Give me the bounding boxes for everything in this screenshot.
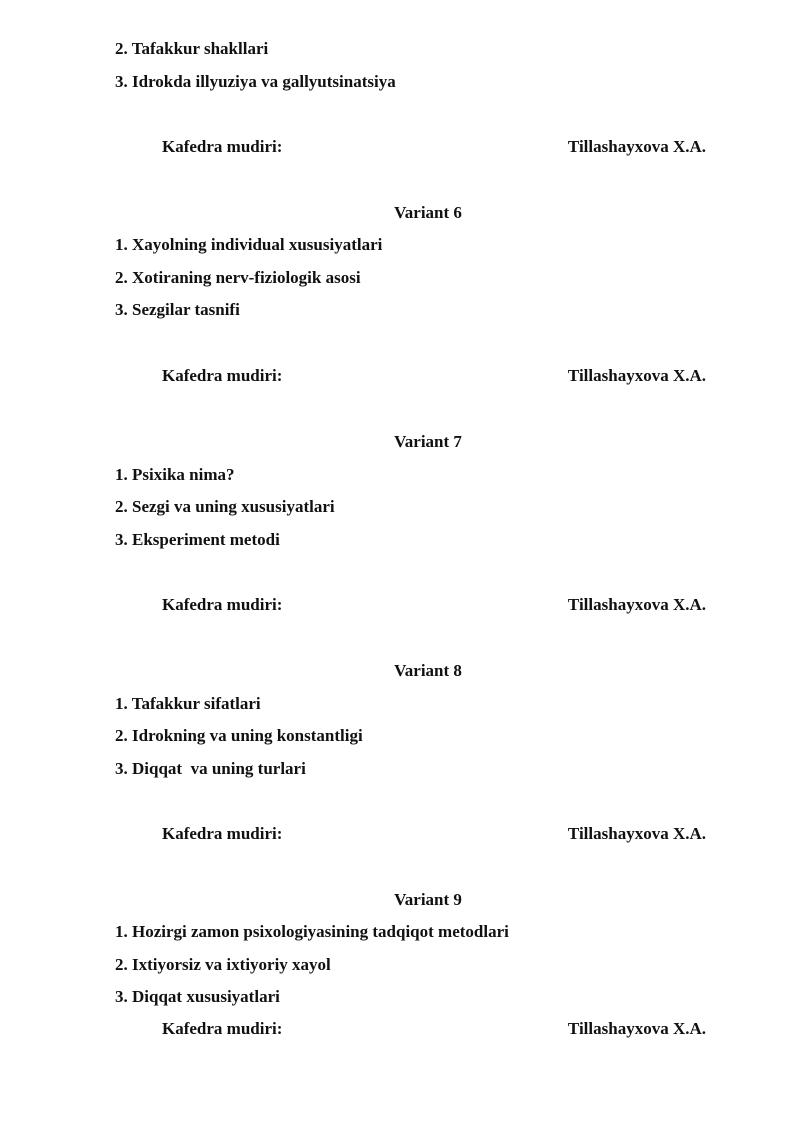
question-item: 3. Sezgilar tasnifi	[115, 300, 240, 319]
signature-label: Kafedra mudiri:	[162, 1019, 283, 1038]
signature-label: Kafedra mudiri:	[162, 366, 283, 385]
signature-name: Tillashayxova X.A.	[567, 1019, 706, 1038]
question-item: 3. Idrokda illyuziya va gallyutsinatsiya	[115, 72, 396, 91]
question-item: 2. Xotiraning nerv-fiziologik asosi	[115, 268, 361, 287]
variant-title: Variant 7	[394, 432, 462, 451]
signature-name: Tillashayxova X.A.	[567, 366, 706, 385]
variant-title: Variant 9	[394, 890, 462, 909]
question-item: 2. Sezgi va uning xususiyatlari	[115, 497, 335, 516]
question-item: 3. Eksperiment metodi	[115, 530, 280, 549]
question-item: 2. Ixtiyorsiz va ixtiyoriy xayol	[115, 955, 331, 974]
variant-title: Variant 6	[394, 203, 462, 222]
signature-name: Tillashayxova X.A.	[567, 595, 706, 614]
question-item: 1. Xayolning individual xususiyatlari	[115, 235, 383, 254]
question-item: 3. Diqqat va uning turlari	[115, 759, 306, 778]
question-item: 1. Psixika nima?	[115, 465, 235, 484]
question-item: 1. Tafakkur sifatlari	[115, 694, 261, 713]
signature-label: Kafedra mudiri:	[162, 595, 283, 614]
signature-name: Tillashayxova X.A.	[567, 824, 706, 843]
question-item: 3. Diqqat xususiyatlari	[115, 987, 280, 1006]
question-item: 2. Idrokning va uning konstantligi	[115, 726, 363, 745]
signature-label: Kafedra mudiri:	[162, 137, 283, 156]
signature-name: Tillashayxova X.A.	[567, 137, 706, 156]
signature-label: Kafedra mudiri:	[162, 824, 283, 843]
question-item: 1. Hozirgi zamon psixologiyasining tadqiqot metodlari	[115, 922, 509, 941]
question-item: 2. Tafakkur shakllari	[115, 39, 269, 58]
variant-title: Variant 8	[394, 661, 462, 680]
